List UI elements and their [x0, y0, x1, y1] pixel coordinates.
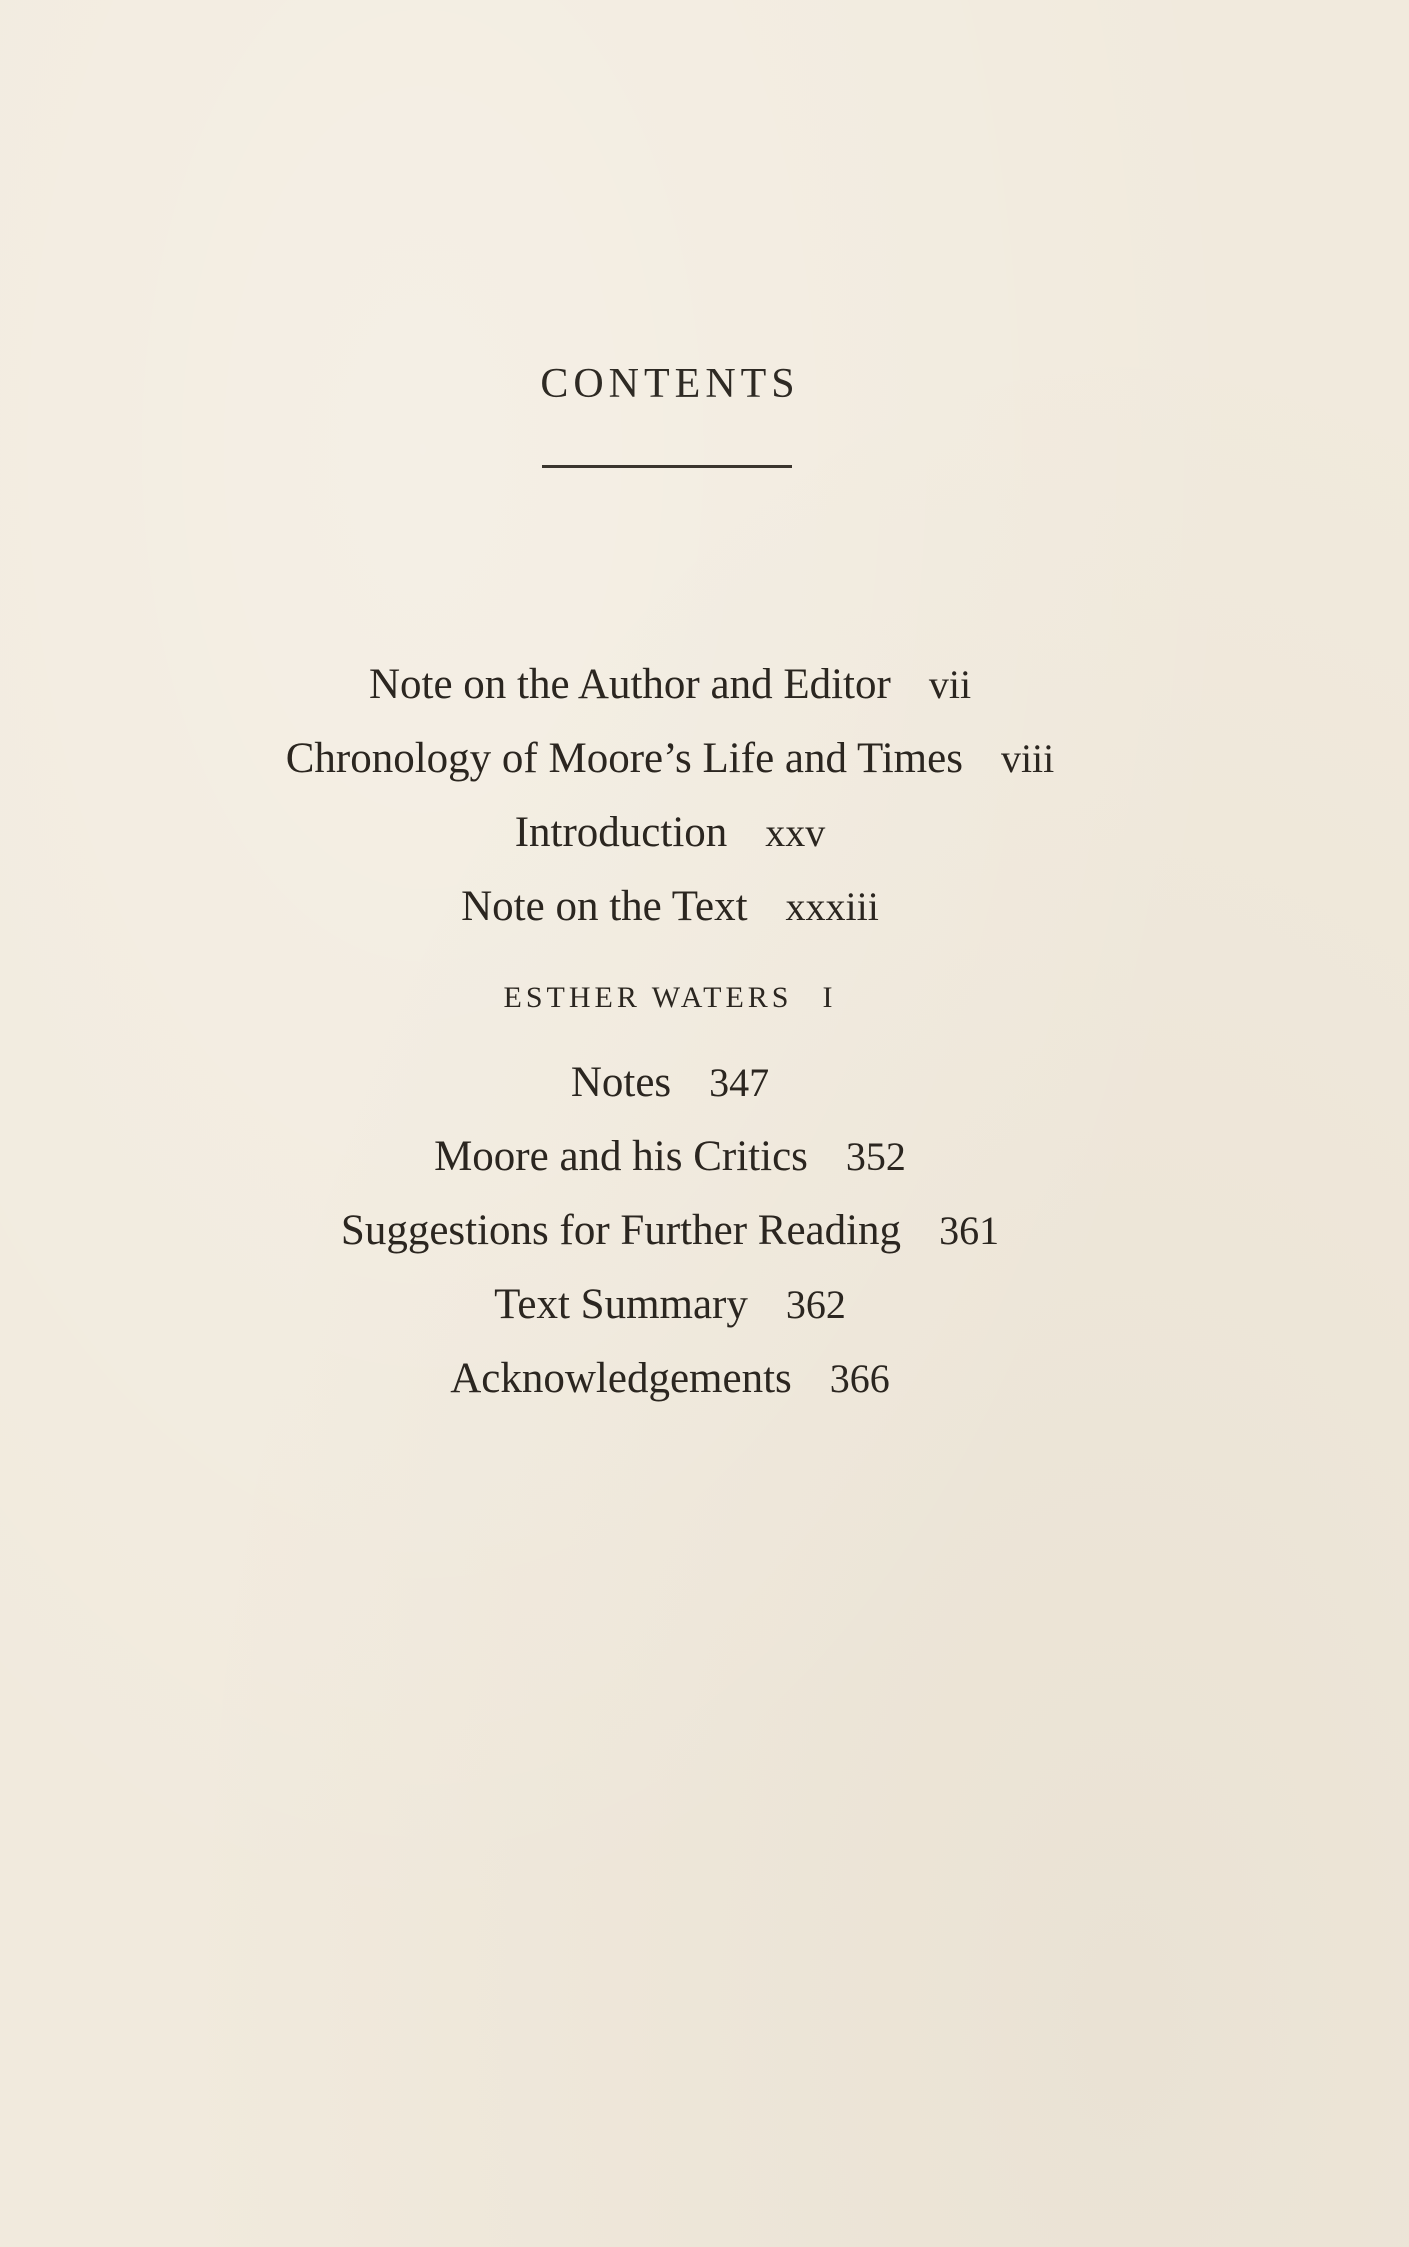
entry-page: xxxiii — [785, 884, 879, 929]
entry-page: xxv — [765, 810, 826, 855]
heading-rule — [542, 465, 792, 468]
entry-title: ESTHER WATERS — [503, 981, 793, 1014]
contents-entry — [0, 870, 1340, 944]
entry-title: Notes — [570, 1059, 672, 1106]
entry-page: viii — [1000, 736, 1055, 781]
contents-entry — [0, 796, 1340, 870]
contents-entry — [0, 1268, 1340, 1342]
entry-title: Note on the Author and Editor — [368, 661, 891, 708]
entry-title: Chronology of Moore’s Life and Times — [285, 735, 963, 782]
entry-page: 347 — [709, 1060, 770, 1105]
entry-title: Moore and his Critics — [434, 1133, 808, 1180]
contents-entry — [0, 1046, 1340, 1120]
entry-title: Note on the Text — [461, 883, 748, 930]
entry-title: Acknowledgements — [450, 1355, 792, 1402]
contents-entry — [0, 722, 1340, 796]
entry-page: 366 — [829, 1356, 890, 1401]
entry-page: 362 — [785, 1282, 846, 1327]
entry-page: 352 — [845, 1134, 906, 1179]
entry-page: I — [822, 981, 837, 1014]
contents-entry — [0, 648, 1340, 722]
entry-title: Text Summary — [494, 1281, 748, 1328]
contents-entry — [0, 1194, 1340, 1268]
entry-page: 361 — [939, 1208, 1000, 1253]
contents-entry — [0, 1342, 1340, 1416]
contents-entry-main-text — [0, 950, 1340, 1046]
contents-entry — [0, 1120, 1340, 1194]
contents-list — [0, 648, 1340, 1416]
entry-title: Introduction — [514, 809, 728, 856]
entry-page: vii — [928, 662, 972, 707]
contents-heading: CONTENTS — [540, 361, 800, 407]
entry-title: Suggestions for Further Reading — [340, 1207, 902, 1254]
